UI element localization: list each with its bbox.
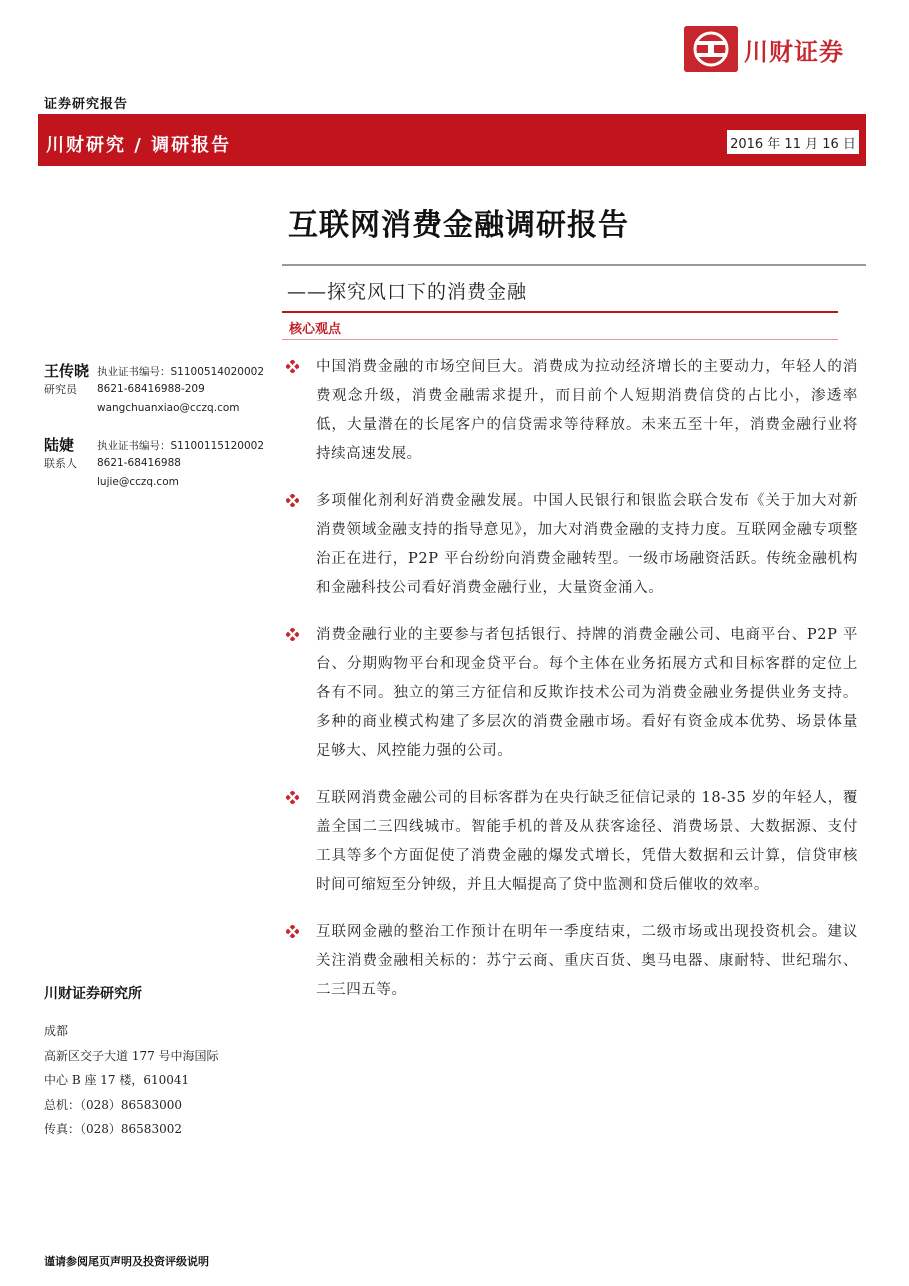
section-divider-top bbox=[282, 311, 838, 313]
key-point bbox=[286, 487, 858, 603]
diamond-bullet-icon bbox=[286, 360, 299, 373]
institute-address-line: 高新区交子大道 177 号中海国际 bbox=[44, 1048, 219, 1063]
report-subtitle: ——探究风口下的消费金融 bbox=[287, 281, 528, 303]
institute-address-line: 中心 B 座 17 楼，610041 bbox=[44, 1073, 190, 1087]
report-title: 互联网消费金融调研报告 bbox=[288, 208, 629, 243]
logo-mark-icon bbox=[684, 26, 738, 72]
diamond-bullet-icon bbox=[286, 494, 299, 507]
title-divider bbox=[282, 264, 866, 266]
key-point-text: 互联网消费金融公司的目标客群为在央行缺乏征信记录的 18-35 岁的年轻人，覆盖全国二三四线城市。智能手机的普及从获客途径、消费场景、大数据源、支付工具等多个方面促使了消费金融的爆发式增长，凭借大数据和云计算，信贷审核时间可缩短至分钟级，并且大幅提高了贷中监测和贷后催收的效率。 bbox=[316, 790, 858, 893]
institute-fax: 传真：（028）86583002 bbox=[44, 1122, 182, 1136]
analyst-role: 研究员 bbox=[44, 383, 77, 396]
institute-name: 川财证券研究所 bbox=[44, 986, 142, 1002]
institute-phone: 总机：（028）86583000 bbox=[44, 1097, 182, 1112]
analyst-phone: 8621-68416988-209 bbox=[97, 383, 205, 395]
key-point bbox=[286, 784, 858, 900]
analyst-cert: 执业证书编号：S1100115120002 bbox=[97, 440, 265, 452]
analyst-email: lujie@cczq.com bbox=[97, 476, 179, 488]
analyst-phone: 8621-68416988 bbox=[97, 457, 181, 469]
banner-title: 川财研究 / 调研报告 bbox=[46, 135, 232, 156]
analyst-name: 王传晓 bbox=[44, 362, 90, 380]
key-point-text: 互联网金融的整治工作预计在明年一季度结束，二级市场或出现投资机会。建议关注消费金融相关标的：苏宁云商、重庆百货、奥马电器、康耐特、世纪瑞尔、二三四五等。 bbox=[316, 924, 858, 998]
section-label: 核心观点 bbox=[289, 322, 342, 337]
key-point-text: 多项催化剂利好消费金融发展。中国人民银行和银监会联合发布《关于加大对新消费领域金融支持的指导意见》，加大对消费金融的支持力度。互联网金融专项整治正在进行，P2P 平台纷纷向消费金融转型。一级市场融资活跃。传统金融机构和金融科技公司看好消费金融行业，大量资金涌入。 bbox=[316, 493, 858, 596]
logo-text: 川财证券 bbox=[744, 37, 844, 66]
key-point bbox=[286, 918, 858, 1005]
key-point-text: 消费金融行业的主要参与者包括银行、持牌的消费金融公司、电商平台、P2P 平台、分期购物平台和现金贷平台。每个主体在业务拓展方式和目标客群的定位上各有不同。独立的第三方征信和反欺诈技术公司为消费金融业务提供业务支持。多种的商业模式构建了多层次的消费金融市场。看好有资金成本优势、场景体量足够大、风控能力强的公司。 bbox=[316, 627, 858, 759]
key-point-text: 中国消费金融的市场空间巨大。消费成为拉动经济增长的主要动力，年轻人的消费观念升级，消费金融需求提升，而目前个人短期消费信贷的占比小，渗透率低，大量潜在的长尾客户的信贷需求等待释放。未来五至十年，消费金融行业将持续高速发展。 bbox=[316, 359, 858, 462]
company-logo bbox=[684, 26, 884, 72]
analyst-role: 联系人 bbox=[44, 457, 77, 470]
institute-address bbox=[44, 1019, 219, 1142]
analyst-name: 陆婕 bbox=[44, 436, 75, 454]
report-date: 2016 年 11 月 16 日 bbox=[727, 130, 859, 154]
diamond-bullet-icon bbox=[286, 628, 299, 641]
analyst-card bbox=[44, 360, 284, 422]
key-points-list bbox=[286, 353, 858, 1023]
analyst-card bbox=[44, 434, 284, 496]
key-point bbox=[286, 621, 858, 766]
analyst-cert: 执业证书编号：S1100514020002 bbox=[97, 366, 265, 378]
diamond-bullet-icon bbox=[286, 791, 299, 804]
analyst-email: wangchuanxiao@cczq.com bbox=[97, 402, 240, 414]
footer-disclaimer: 谨请参阅尾页声明及投资评级说明 bbox=[44, 1255, 209, 1268]
institute-city: 成都 bbox=[44, 1024, 69, 1038]
diamond-bullet-icon bbox=[286, 925, 299, 938]
key-point bbox=[286, 353, 858, 469]
report-type-label: 证券研究报告 bbox=[44, 97, 129, 112]
section-divider-bottom bbox=[282, 339, 838, 340]
